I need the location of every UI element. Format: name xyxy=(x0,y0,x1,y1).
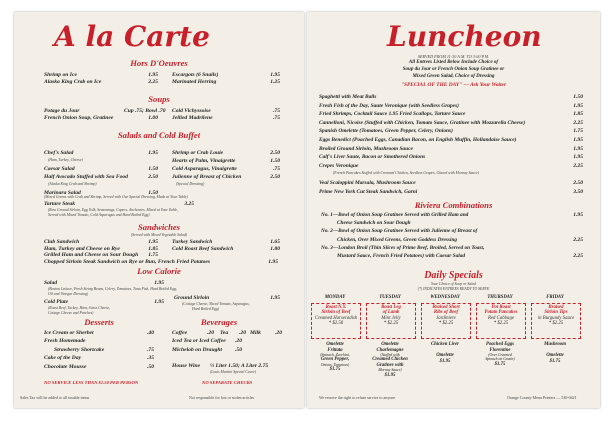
sandwiches-sub: (Served with Mixed Vegetable Salad) xyxy=(130,233,188,237)
soup-right-item: Jellied Madrilene xyxy=(172,115,213,121)
hors-left-item: Shrimp on Ice xyxy=(44,72,77,78)
riviera-price: 2.25 xyxy=(573,236,583,243)
daily-omelette-plate: Omelette Charlemagne (Stuffed with Creamed Chicken Gratinee with Mornay Sauce) $1.95 xyxy=(372,342,408,378)
beverage-item: Milk xyxy=(250,330,261,336)
ground-sirloin: Ground Sirloin xyxy=(174,295,210,301)
soup-right-price: .75 xyxy=(273,108,280,114)
entree-item: Fresh Fish of the Day, Saute Veronique (with Seedless Grapes) xyxy=(319,102,459,109)
cold-plate-note-2: Cottage Cheese and Peaches) xyxy=(48,311,94,315)
entree-price: 3.50 xyxy=(573,188,583,195)
sales-tax-note: Sales Tax will be added to all taxable items xyxy=(20,395,90,400)
dessert-item: Fresh Homemade xyxy=(44,338,86,345)
tartare-price: 3.25 xyxy=(184,201,194,207)
soup-left-price: Cup .75; Bowl .70 xyxy=(124,108,166,114)
beverage-item: Michelob on Draught xyxy=(172,346,223,353)
beverage-item: Iced Tea or Iced Coffee xyxy=(172,338,226,345)
beverage-price: .50 xyxy=(235,346,242,353)
soup-right-price: .75 xyxy=(273,115,280,121)
dessert-price: .50 xyxy=(147,363,154,370)
salad-left-item: Caesar Salad xyxy=(44,166,75,172)
sandwich-left-item: Club Sandwich xyxy=(44,239,80,245)
entree-price: 1.50 xyxy=(573,94,583,100)
daily-omelette-plate: Omelette Frittata (Spinach, Zucchini, Green Pepper, Onions, Tomatoes) $1.75 xyxy=(320,342,350,373)
salad-left-price: 1.50 xyxy=(148,166,158,172)
sandwich-left-price: 1.95 xyxy=(148,239,158,245)
hors-right-item: Marinated Herring xyxy=(172,79,217,85)
hors-left-item: Alaska King Crab on Ice xyxy=(44,79,102,85)
riviera-price: 2.25 xyxy=(573,253,583,259)
riviera-price: 1.95 xyxy=(573,212,583,218)
low-cal-salad-note-1: (Boston Lettuce, Fresh String Beans, Celery, Tomatoes, Tuna Fish, Hard Boiled Egg, xyxy=(48,287,177,291)
salad-left-item: Chef's Salad xyxy=(44,150,74,156)
entree-price: 2.25 xyxy=(573,162,583,169)
sandwich-right-item: Cold Roast Beef Sandwich xyxy=(172,245,234,252)
dessert-item: Cake of the Day xyxy=(44,355,82,362)
ground-sirloin-note-1: (Cottage Cheese, Sliced Tomato, Asparagus, xyxy=(182,302,250,306)
dessert-price: .35 xyxy=(147,355,154,362)
sandwich-left-item: Grilled Ham and Cheese on Sour Dough xyxy=(44,252,139,258)
luncheon-title: Luncheon xyxy=(387,20,542,53)
salad-right-item: Cold Asparagus, Vinaigrette xyxy=(172,166,237,172)
entree-item: Veal Scaloppini Marsala, Mushroom Sauce xyxy=(319,180,416,186)
sandwich-left-price: 1.85 xyxy=(148,245,158,252)
daily-special-box: Roast Leg of Lamb Mint Jelly * $2.25 xyxy=(366,303,416,339)
salad-right-item: Hearts of Palm, Vinaigrette xyxy=(172,158,236,164)
riviera-item: Chicken, Over Mixed Greens, Green Goddess Dressing xyxy=(337,236,458,243)
salad-left-item: Marinara Salad xyxy=(44,190,81,196)
entree-price: 2.50 xyxy=(573,180,583,186)
soup-left-item: Potage du Jour xyxy=(44,108,80,114)
salad-left-item: (Ham, Turkey, Cheese) xyxy=(48,158,83,162)
entree-item: Cannelloni, Nicoise (Stuffed with Chicken, Tomato Sauce, Gratinee with Mozzarella Cheese) xyxy=(319,119,526,126)
hors-left-price: 2.25 xyxy=(148,79,158,85)
cold-plate: Cold Plate xyxy=(44,299,69,305)
left-menu-page xyxy=(14,12,304,408)
not-responsible-note: Not responsible for lost or stolen articles xyxy=(189,395,255,400)
sandwich-right-item: Turkey Sandwich xyxy=(172,239,213,245)
salad-right-item: (Special Dressing) xyxy=(176,182,205,186)
low-cal-salad-price: 1.95 xyxy=(154,280,164,286)
day-label-tuesday: TUESDAY xyxy=(379,295,401,300)
day-label-friday: FRIDAY xyxy=(546,295,564,300)
beverages-heading: Beverages xyxy=(200,317,238,327)
beverage-item: Coffee xyxy=(172,330,188,336)
salad-left-price: 1.50 xyxy=(148,190,158,196)
intro-line-2: All Entrees Listed Below Include Choice of xyxy=(408,60,499,65)
low-calorie-heading: Low Calorie xyxy=(137,266,181,276)
salad-right-price: 2.50 xyxy=(270,150,280,156)
salads-heading: Salads and Cold Buffet xyxy=(117,130,201,140)
beverage-price: .20 xyxy=(207,330,214,336)
tartare-steak: Tartare Steak xyxy=(44,201,76,207)
tartare-note-2: Served with Mixed Tomato, Cold Asparagus and Hard Boiled Egg) xyxy=(48,213,150,217)
dessert-price: .75 xyxy=(147,346,154,353)
special-of-the-day: "SPECIAL OF THE DAY" — Ask Your Waiter xyxy=(400,82,507,88)
soup-right-item: Cold Vichyssoise xyxy=(172,108,211,114)
sandwich-right-price: 1.65 xyxy=(270,239,280,245)
printer-credit: Orange County Menu Printers — 530-0421 xyxy=(507,395,577,400)
entree-price: 1.95 xyxy=(573,145,583,152)
daily-omelette-plate: Poached Eggs Florentine (Over Creamed Spinach on Gratin) $1.75 xyxy=(485,342,515,367)
riviera-heading: Riviera Combinations xyxy=(414,200,493,210)
hors-right-price: 1.25 xyxy=(270,79,280,85)
right-menu-page xyxy=(307,12,600,408)
intro-line-4: Mixed Green Salad, Choice of Dressing xyxy=(412,74,495,79)
marinara-note: (Mixed Greens with Crab and Shrimp, Served with Our Special Dressing, Made at Your Table) xyxy=(44,195,188,199)
salad-right-item: Shrimp or Crab Louie xyxy=(172,150,224,156)
cold-plate-note-1: (Roast Beef, Turkey, Ham, Swiss Cheese, xyxy=(48,306,111,310)
ground-sirloin-price: 1.95 xyxy=(270,295,280,301)
daily-omelette-plate: Chicken Liver Omelette $1.95 xyxy=(430,342,460,364)
house-wine-note: (Louis Martini Special Cuvee) xyxy=(210,370,257,374)
entree-item: Calf's Liver Saute, Bacon or Smothered Onions xyxy=(319,154,426,161)
refuse-service-note: We reserve the right to refuse service to anyone xyxy=(319,395,396,400)
cold-plate-price: 1.95 xyxy=(154,299,164,305)
day-label-wednesday: WEDNESDAY xyxy=(430,295,460,300)
riviera-item: Mustard Sauce, French Fried Potatoes) with Caesar Salad xyxy=(337,253,466,259)
riviera-item: Cheese Sandwich on Sour Dough xyxy=(337,220,411,227)
sandwich-right-price: 1.80 xyxy=(270,245,280,252)
sandwich-left-price: 1.75 xyxy=(148,252,158,258)
riviera-item: No. 2—Bowl of Onion Soup Gratinee Served with Julienne of Breast of xyxy=(321,228,478,235)
daily-sub-2: (*) INDICATES ENTREES READY TO SERVE xyxy=(417,287,490,291)
tartare-note-1: (Raw Ground Sirloin, Egg Yolk, Seasonings, Capers, Anchovies, Mixed at Your Table, xyxy=(48,208,179,212)
low-cal-salad-note-2: Oil and Vinegar Dressing) xyxy=(48,292,89,296)
entree-item: Spanish Omelette (Tomatoes, Green Pepper, Celery, Onions) xyxy=(319,128,453,135)
salad-right-price: .75 xyxy=(273,166,280,172)
separate-checks-notice: NO SEPARATE CHECKS xyxy=(202,380,253,385)
beverage-price: .20 xyxy=(235,338,242,345)
daily-special-box: Roast N.Y. Sirloin of Beef Creamed Horseradish * $2.50 xyxy=(311,303,361,339)
salad-right-price: 2.50 xyxy=(270,174,280,180)
daily-special-box: Braised Sirloin Tips in Burgundy Sauce * $2.25 xyxy=(531,303,581,339)
daily-omelette-plate: Mushroom Omelette $1.75 xyxy=(544,342,566,364)
salad-left-item: Half Avocado Stuffed with Sea Food xyxy=(44,174,128,180)
hors-right-price: 1.95 xyxy=(270,72,280,78)
daily-special-box: Pot Roast Potato Pancakes Red Cabbage * $2.25 xyxy=(476,303,526,339)
daily-special-box: Braised Short Ribs of Beef Jardiniere * $2.25 xyxy=(421,303,471,339)
sandwiches-heading: Sandwiches xyxy=(137,222,181,232)
entree-price: 1.75 xyxy=(573,128,583,135)
minimum-service-notice: NO SERVICE LESS THAN $1.50 PER PERSON xyxy=(44,380,139,385)
entree-item: Eggs Benedict (Poached Eggs, Canadian Bacon, on English Muffin, Hollandaise Sauce) xyxy=(319,137,517,143)
riviera-item: No. 1—Bowl of Onion Soup Gratinee Served with Grilled Ham and xyxy=(321,212,469,218)
daily-sub-1: Your Choice of Soup or Salad xyxy=(430,282,477,286)
sandwich-left-item: Ham, Turkey and Cheese on Rye xyxy=(44,245,120,252)
sandwich-left-item: Chopped Sirloin Steak Sandwich on Rye or Bun, French Fried Potatoes xyxy=(44,258,211,265)
sandwich-left-price: 1.95 xyxy=(268,258,278,265)
ground-sirloin-note-2: Hard Boiled Egg) xyxy=(192,307,220,311)
entree-price: 1.95 xyxy=(573,102,583,109)
daily-specials-heading: Daily Specials xyxy=(424,270,483,281)
low-cal-salad: Salad xyxy=(44,280,58,286)
salad-right-item: Julienne of Breast of Chicken xyxy=(172,174,242,180)
soup-left-price: 1.00 xyxy=(148,115,158,121)
salad-right-price: 1.50 xyxy=(270,158,280,164)
entree-price: 2.25 xyxy=(573,119,583,126)
riviera-item: No. 3—London Broil (Thin Slices of Prime Beef, Broiled, Served on Toast, xyxy=(321,244,485,251)
entree-price: 1.85 xyxy=(573,111,583,118)
dessert-item: Ice Cream or Sherbet xyxy=(44,330,94,336)
desserts-heading: Desserts xyxy=(84,317,114,327)
entree-item: Broiled Ground Sirloin, Mushroom Sauce xyxy=(319,145,413,152)
dessert-item: Chocolate Mousse xyxy=(44,363,87,370)
entree-price: 1.95 xyxy=(573,137,583,143)
salad-left-item: (Alaska King Crab and Shrimp) xyxy=(48,182,97,186)
salad-left-price: 1.95 xyxy=(148,150,158,156)
intro-line-3: Soup du Jour or French Onion Soup Gratinee or xyxy=(402,67,505,72)
entree-item: Fried Shrimps, Cocktail Sauce 1.95 Fried Scallops, Tartare Sauce xyxy=(319,111,466,118)
entree-item: Prime New York Cut Steak Sandwich, Garni xyxy=(319,188,418,195)
house-wine-sizes: ½ Liter 1.50; A Liter 2.75 xyxy=(210,363,269,369)
salad-left-price: 2.50 xyxy=(148,174,158,180)
hors-left-price: 1.95 xyxy=(148,72,158,78)
house-wine: House Wine xyxy=(172,363,201,369)
hors-right-item: Escargots (6 Snails) xyxy=(172,72,219,78)
dessert-item: Strawberry Shortcake xyxy=(54,346,105,353)
a-la-carte-title: A la Carte xyxy=(54,20,210,53)
entree-item: (French Pancakes Stuffed with Creamed Chicken, Seedless Grapes, Glazed with Mornay Sauce) xyxy=(333,171,479,176)
beverage-price: .20 xyxy=(239,330,246,336)
entree-item: Spaghetti with Meat Balls xyxy=(319,94,377,100)
dessert-price: .40 xyxy=(147,330,154,336)
beverage-price: .20 xyxy=(275,330,282,336)
day-label-thursday: THURSDAY xyxy=(487,295,513,300)
beverage-item: Tea xyxy=(220,330,229,336)
day-label-monday: MONDAY xyxy=(324,295,346,300)
soup-left-item: French Onion Soup, Gratinee xyxy=(44,115,114,121)
hors-doeuvres-heading: Hors D'Oeuvres xyxy=(130,58,188,68)
served-hours: SERVED FROM 11:30 A.M. TO 3:00 P.M. xyxy=(417,54,490,59)
entree-price: 1.95 xyxy=(573,154,583,161)
soups-heading: Soups xyxy=(148,94,170,104)
entree-item: Crepes Veronique xyxy=(319,162,359,169)
